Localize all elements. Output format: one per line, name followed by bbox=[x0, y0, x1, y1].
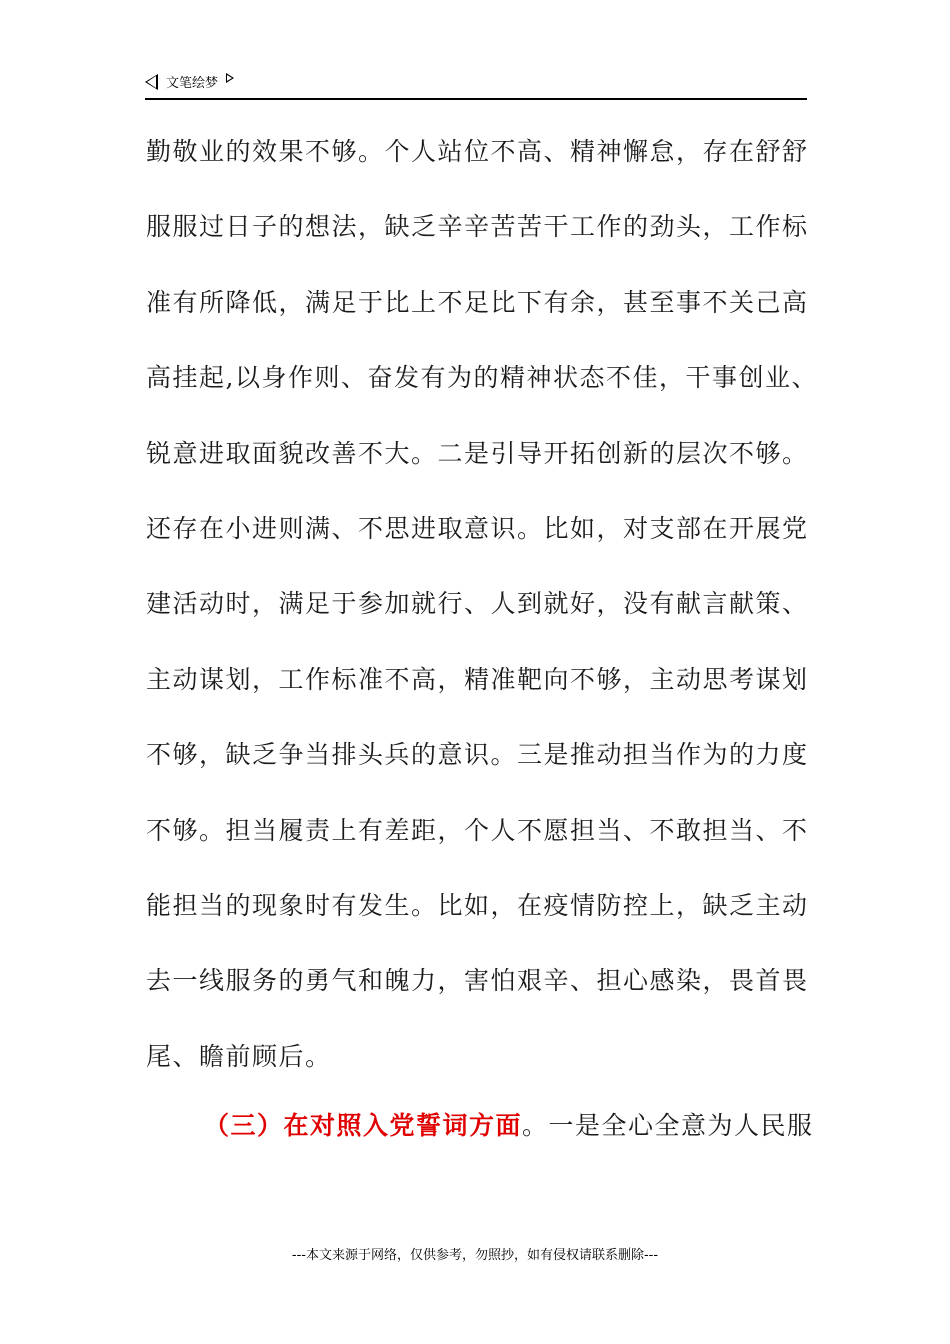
body-paragraph bbox=[146, 130, 818, 1110]
body-line: 服服过日子的想法，缺乏辛辛苦苦干工作的劲头，工作标 bbox=[146, 212, 809, 242]
body-line: 尾、瞻前顾后。 bbox=[146, 1041, 332, 1071]
body-line: 不够。担当履责上有差距，个人不愿担当、不敢担当、不 bbox=[146, 815, 809, 845]
page-header bbox=[145, 72, 807, 100]
body-line: 不够，缺乏争当排头兵的意识。三是推动担当作为的力度 bbox=[146, 740, 809, 770]
section-three-text: 。一是全心全意为人民服 bbox=[522, 1111, 814, 1140]
brand-label: 文笔绘梦 bbox=[166, 75, 219, 91]
section-three-heading: （三）在对照入党誓词方面 bbox=[204, 1111, 523, 1140]
body-line: 高挂起,以身作则、奋发有为的精神状态不佳，干事创业、 bbox=[146, 363, 818, 393]
body-line: 建活动时，满足于参加就行、人到就好，没有献言献策、 bbox=[146, 589, 809, 619]
body-line: 去一线服务的勇气和魄力，害怕艰辛、担心感染，畏首畏 bbox=[146, 966, 809, 996]
body-line: 锐意进取面貌改善不大。二是引导开拓创新的层次不够。 bbox=[146, 438, 809, 468]
footer-notice: ---本文来源于网络，仅供参考，勿照抄，如有侵权请联系删除--- bbox=[291, 1248, 659, 1263]
body-line: 准有所降低，满足于比上不足比下有余，甚至事不关己高 bbox=[146, 287, 809, 317]
body-line: 主动谋划，工作标准不高，精准靶向不够，主动思考谋划 bbox=[146, 664, 809, 694]
right-triangle-icon bbox=[226, 73, 234, 83]
left-triangle-icon bbox=[145, 74, 158, 90]
body-line: 能担当的现象时有发生。比如，在疫情防控上，缺乏主动 bbox=[146, 890, 809, 920]
body-line: 勤敬业的效果不够。个人站位不高、精神懈怠，存在舒舒 bbox=[146, 137, 809, 166]
section-three-paragraph bbox=[146, 1104, 814, 1148]
body-line: 还存在小进则满、不思进取意识。比如，对支部在开展党 bbox=[146, 513, 809, 543]
